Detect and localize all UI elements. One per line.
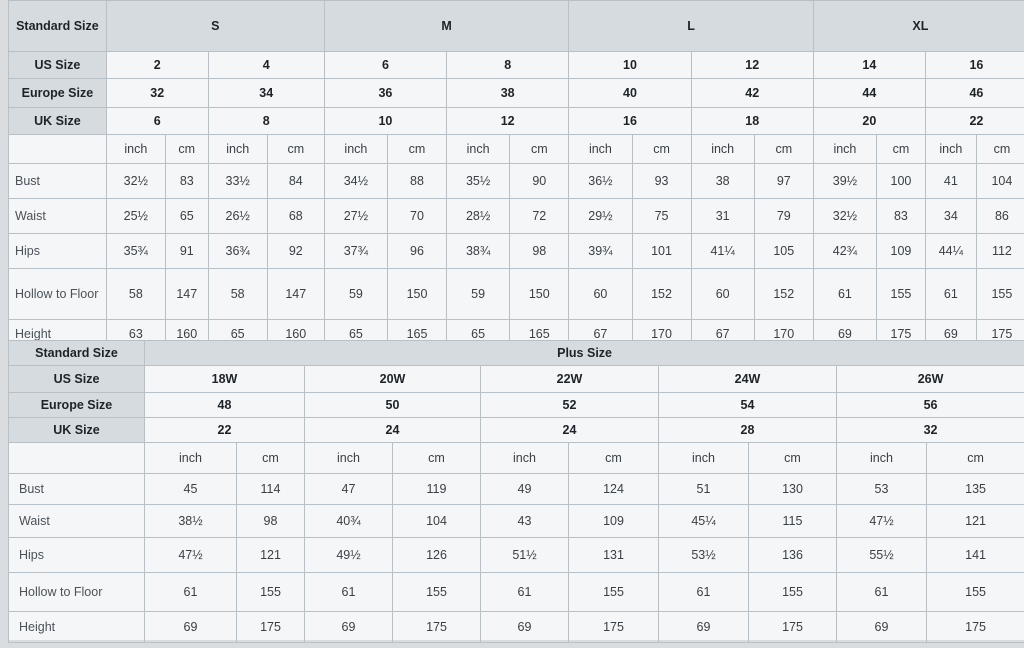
unit-inch: inch bbox=[813, 135, 876, 164]
us-size-cell: 10 bbox=[569, 52, 691, 79]
standard-size-header: Standard Size bbox=[9, 1, 107, 52]
table-cell: 155 bbox=[237, 573, 305, 612]
table-cell: 130 bbox=[749, 474, 837, 505]
table-cell: 86 bbox=[976, 199, 1024, 234]
table-cell: 93 bbox=[632, 164, 691, 199]
unit-cm: cm bbox=[267, 135, 324, 164]
table-cell: 150 bbox=[510, 269, 569, 320]
table-cell: 53 bbox=[837, 474, 927, 505]
table-cell: 38 bbox=[691, 164, 754, 199]
table-cell: 42¾ bbox=[813, 234, 876, 269]
plus-us-size-cell: 24W bbox=[659, 366, 837, 393]
table-cell: 175 bbox=[569, 612, 659, 643]
table-cell: 136 bbox=[749, 538, 837, 573]
table-cell: 68 bbox=[267, 199, 324, 234]
table-cell: 141 bbox=[927, 538, 1024, 573]
table-cell: 105 bbox=[754, 234, 813, 269]
table-cell: 43 bbox=[481, 505, 569, 538]
plus-uk-size-label: UK Size bbox=[9, 418, 145, 443]
us-size-label: US Size bbox=[9, 52, 107, 79]
table-row bbox=[9, 199, 1024, 234]
row-label-hollow-to-floor: Hollow to Floor bbox=[9, 269, 107, 320]
row-label-hips: Hips bbox=[9, 234, 107, 269]
table-cell: 69 bbox=[659, 612, 749, 643]
plus-unit-row bbox=[9, 443, 1024, 474]
table-cell: 114 bbox=[237, 474, 305, 505]
table-cell: 131 bbox=[569, 538, 659, 573]
table-cell: 160 bbox=[267, 320, 324, 349]
unit-inch: inch bbox=[691, 135, 754, 164]
table-row bbox=[9, 234, 1024, 269]
group-m: M bbox=[324, 1, 569, 52]
unit-cm: cm bbox=[510, 135, 569, 164]
table-cell: 124 bbox=[569, 474, 659, 505]
table-cell: 155 bbox=[976, 269, 1024, 320]
plus-us-size-cell: 26W bbox=[837, 366, 1024, 393]
table-cell: 79 bbox=[754, 199, 813, 234]
table-row bbox=[9, 505, 1024, 538]
table-cell: 170 bbox=[632, 320, 691, 349]
unit-inch: inch bbox=[324, 135, 387, 164]
uk-size-cell: 10 bbox=[324, 108, 446, 135]
plus-uk-size-cell: 24 bbox=[305, 418, 481, 443]
table-cell: 26½ bbox=[208, 199, 267, 234]
table-cell: 49½ bbox=[305, 538, 393, 573]
table-cell: 49 bbox=[481, 474, 569, 505]
unit-cm: cm bbox=[569, 443, 659, 474]
table-cell: 126 bbox=[393, 538, 481, 573]
table-cell: 91 bbox=[165, 234, 208, 269]
table-cell: 104 bbox=[976, 164, 1024, 199]
uk-size-cell: 22 bbox=[925, 108, 1024, 135]
table-cell: 147 bbox=[267, 269, 324, 320]
row-label-bust: Bust bbox=[9, 164, 107, 199]
europe-size-cell: 42 bbox=[691, 79, 813, 108]
table-cell: 61 bbox=[481, 573, 569, 612]
table-cell: 55½ bbox=[837, 538, 927, 573]
table-cell: 36¾ bbox=[208, 234, 267, 269]
europe-size-row bbox=[9, 79, 1024, 108]
row-label-waist: Waist bbox=[9, 199, 107, 234]
table-cell: 61 bbox=[925, 269, 976, 320]
table-cell: 61 bbox=[305, 573, 393, 612]
table-cell: 47½ bbox=[145, 538, 237, 573]
table-cell: 155 bbox=[749, 573, 837, 612]
table-cell: 69 bbox=[837, 612, 927, 643]
table-cell: 175 bbox=[237, 612, 305, 643]
europe-size-cell: 36 bbox=[324, 79, 446, 108]
plus-unit-row-blank bbox=[9, 443, 145, 474]
table-cell: 41¼ bbox=[691, 234, 754, 269]
plus-uk-size-cell: 22 bbox=[145, 418, 305, 443]
uk-size-cell: 12 bbox=[447, 108, 569, 135]
table-cell: 152 bbox=[754, 269, 813, 320]
table-cell: 150 bbox=[387, 269, 446, 320]
plus-europe-size-label: Europe Size bbox=[9, 393, 145, 418]
table-cell: 45¼ bbox=[659, 505, 749, 538]
table-cell: 96 bbox=[387, 234, 446, 269]
uk-size-cell: 6 bbox=[106, 108, 208, 135]
table-cell: 175 bbox=[976, 320, 1024, 349]
unit-cm: cm bbox=[927, 443, 1024, 474]
table-cell: 32½ bbox=[106, 164, 165, 199]
unit-cm: cm bbox=[877, 135, 926, 164]
unit-cm: cm bbox=[393, 443, 481, 474]
europe-size-cell: 46 bbox=[925, 79, 1024, 108]
table-cell: 69 bbox=[145, 612, 237, 643]
table-cell: 47 bbox=[305, 474, 393, 505]
table-cell: 67 bbox=[691, 320, 754, 349]
unit-inch: inch bbox=[145, 443, 237, 474]
table-cell: 109 bbox=[877, 234, 926, 269]
uk-size-cell: 16 bbox=[569, 108, 691, 135]
standard-size-table bbox=[8, 0, 1024, 349]
table-cell: 175 bbox=[749, 612, 837, 643]
table-cell: 104 bbox=[393, 505, 481, 538]
table-cell: 35¾ bbox=[106, 234, 165, 269]
unit-row-blank bbox=[9, 135, 107, 164]
table-cell: 59 bbox=[324, 269, 387, 320]
table-cell: 155 bbox=[927, 573, 1024, 612]
group-l: L bbox=[569, 1, 814, 52]
table-cell: 34½ bbox=[324, 164, 387, 199]
uk-size-label: UK Size bbox=[9, 108, 107, 135]
table-cell: 175 bbox=[393, 612, 481, 643]
table-cell: 61 bbox=[837, 573, 927, 612]
table-cell: 92 bbox=[267, 234, 324, 269]
table-cell: 32½ bbox=[813, 199, 876, 234]
plus-europe-size-row bbox=[9, 393, 1024, 418]
table-cell: 51½ bbox=[481, 538, 569, 573]
europe-size-cell: 40 bbox=[569, 79, 691, 108]
unit-cm: cm bbox=[237, 443, 305, 474]
table-cell: 29½ bbox=[569, 199, 632, 234]
unit-inch: inch bbox=[837, 443, 927, 474]
europe-size-label: Europe Size bbox=[9, 79, 107, 108]
table-cell: 112 bbox=[976, 234, 1024, 269]
uk-size-cell: 8 bbox=[208, 108, 324, 135]
plus-us-size-label: US Size bbox=[9, 366, 145, 393]
plus-standard-size-header: Standard Size bbox=[9, 341, 145, 366]
table-cell: 58 bbox=[106, 269, 165, 320]
uk-size-row bbox=[9, 108, 1024, 135]
unit-cm: cm bbox=[632, 135, 691, 164]
table-cell: 88 bbox=[387, 164, 446, 199]
plus-size-table bbox=[8, 340, 1024, 643]
europe-size-cell: 44 bbox=[813, 79, 925, 108]
us-size-cell: 4 bbox=[208, 52, 324, 79]
table-cell: 98 bbox=[237, 505, 305, 538]
table-cell: 109 bbox=[569, 505, 659, 538]
table-cell: 83 bbox=[877, 199, 926, 234]
unit-row bbox=[9, 135, 1024, 164]
us-size-cell: 2 bbox=[106, 52, 208, 79]
unit-inch: inch bbox=[659, 443, 749, 474]
table-cell: 155 bbox=[877, 269, 926, 320]
table-cell: 36½ bbox=[569, 164, 632, 199]
unit-cm: cm bbox=[749, 443, 837, 474]
plus-row-label-hips: Hips bbox=[9, 538, 145, 573]
plus-europe-size-cell: 56 bbox=[837, 393, 1024, 418]
table-cell: 45 bbox=[145, 474, 237, 505]
table-cell: 170 bbox=[754, 320, 813, 349]
group-xl: XL bbox=[813, 1, 1024, 52]
table-cell: 119 bbox=[393, 474, 481, 505]
us-size-row bbox=[9, 52, 1024, 79]
unit-inch: inch bbox=[569, 135, 632, 164]
table-cell: 65 bbox=[165, 199, 208, 234]
unit-inch: inch bbox=[305, 443, 393, 474]
table-cell: 40¾ bbox=[305, 505, 393, 538]
plus-europe-size-cell: 54 bbox=[659, 393, 837, 418]
table-cell: 61 bbox=[659, 573, 749, 612]
table-cell: 58 bbox=[208, 269, 267, 320]
plus-uk-size-cell: 28 bbox=[659, 418, 837, 443]
group-s: S bbox=[106, 1, 324, 52]
table-cell: 53½ bbox=[659, 538, 749, 573]
europe-size-cell: 34 bbox=[208, 79, 324, 108]
table-cell: 28½ bbox=[447, 199, 510, 234]
unit-inch: inch bbox=[447, 135, 510, 164]
table-cell: 83 bbox=[165, 164, 208, 199]
plus-uk-size-row bbox=[9, 418, 1024, 443]
table-cell: 155 bbox=[393, 573, 481, 612]
table-cell: 44¼ bbox=[925, 234, 976, 269]
table-cell: 165 bbox=[387, 320, 446, 349]
table-cell: 152 bbox=[632, 269, 691, 320]
table-cell: 38¾ bbox=[447, 234, 510, 269]
table-cell: 65 bbox=[447, 320, 510, 349]
table-cell: 67 bbox=[569, 320, 632, 349]
uk-size-cell: 20 bbox=[813, 108, 925, 135]
table-cell: 51 bbox=[659, 474, 749, 505]
europe-size-cell: 32 bbox=[106, 79, 208, 108]
table-cell: 155 bbox=[569, 573, 659, 612]
table-cell: 100 bbox=[877, 164, 926, 199]
plus-us-size-cell: 20W bbox=[305, 366, 481, 393]
table-cell: 101 bbox=[632, 234, 691, 269]
table-cell: 38½ bbox=[145, 505, 237, 538]
unit-inch: inch bbox=[925, 135, 976, 164]
table-row bbox=[9, 612, 1024, 643]
row-label-height: Height bbox=[9, 320, 107, 349]
table-cell: 72 bbox=[510, 199, 569, 234]
plus-uk-size-cell: 32 bbox=[837, 418, 1024, 443]
table-cell: 98 bbox=[510, 234, 569, 269]
plus-us-size-cell: 22W bbox=[481, 366, 659, 393]
europe-size-cell: 38 bbox=[447, 79, 569, 108]
unit-cm: cm bbox=[165, 135, 208, 164]
unit-inch: inch bbox=[481, 443, 569, 474]
us-size-cell: 16 bbox=[925, 52, 1024, 79]
table-cell: 65 bbox=[208, 320, 267, 349]
table-cell: 175 bbox=[877, 320, 926, 349]
us-size-cell: 8 bbox=[447, 52, 569, 79]
plus-europe-size-cell: 52 bbox=[481, 393, 659, 418]
table-cell: 37¾ bbox=[324, 234, 387, 269]
table-cell: 61 bbox=[813, 269, 876, 320]
unit-inch: inch bbox=[208, 135, 267, 164]
table-cell: 160 bbox=[165, 320, 208, 349]
table-cell: 39½ bbox=[813, 164, 876, 199]
unit-inch: inch bbox=[106, 135, 165, 164]
table-row bbox=[9, 269, 1024, 320]
plus-row-label-waist: Waist bbox=[9, 505, 145, 538]
us-size-cell: 12 bbox=[691, 52, 813, 79]
table-cell: 47½ bbox=[837, 505, 927, 538]
table-cell: 121 bbox=[237, 538, 305, 573]
table-cell: 60 bbox=[691, 269, 754, 320]
table-cell: 25½ bbox=[106, 199, 165, 234]
unit-cm: cm bbox=[976, 135, 1024, 164]
plus-row-label-hollow-to-floor: Hollow to Floor bbox=[9, 573, 145, 612]
table-cell: 61 bbox=[145, 573, 237, 612]
plus-europe-size-cell: 48 bbox=[145, 393, 305, 418]
table-cell: 121 bbox=[927, 505, 1024, 538]
table-cell: 84 bbox=[267, 164, 324, 199]
table-cell: 97 bbox=[754, 164, 813, 199]
table-cell: 135 bbox=[927, 474, 1024, 505]
plus-size-title: Plus Size bbox=[145, 341, 1024, 366]
table-cell: 27½ bbox=[324, 199, 387, 234]
table-cell: 175 bbox=[927, 612, 1024, 643]
unit-cm: cm bbox=[754, 135, 813, 164]
table-row bbox=[9, 164, 1024, 199]
table-cell: 41 bbox=[925, 164, 976, 199]
table-row bbox=[9, 573, 1024, 612]
table-cell: 69 bbox=[305, 612, 393, 643]
table-cell: 75 bbox=[632, 199, 691, 234]
unit-cm: cm bbox=[387, 135, 446, 164]
table-cell: 34 bbox=[925, 199, 976, 234]
table-cell: 33½ bbox=[208, 164, 267, 199]
table-cell: 115 bbox=[749, 505, 837, 538]
plus-europe-size-cell: 50 bbox=[305, 393, 481, 418]
table-cell: 59 bbox=[447, 269, 510, 320]
table-cell: 90 bbox=[510, 164, 569, 199]
table-cell: 69 bbox=[481, 612, 569, 643]
table-cell: 70 bbox=[387, 199, 446, 234]
plus-uk-size-cell: 24 bbox=[481, 418, 659, 443]
uk-size-cell: 18 bbox=[691, 108, 813, 135]
us-size-cell: 14 bbox=[813, 52, 925, 79]
table-cell: 39¾ bbox=[569, 234, 632, 269]
table-cell: 165 bbox=[510, 320, 569, 349]
table-cell: 63 bbox=[106, 320, 165, 349]
table-row bbox=[9, 538, 1024, 573]
plus-row-label-height: Height bbox=[9, 612, 145, 643]
table-cell: 147 bbox=[165, 269, 208, 320]
us-size-cell: 6 bbox=[324, 52, 446, 79]
table-row bbox=[9, 474, 1024, 505]
plus-us-size-cell: 18W bbox=[145, 366, 305, 393]
table-cell: 60 bbox=[569, 269, 632, 320]
table-cell: 69 bbox=[925, 320, 976, 349]
table-cell: 69 bbox=[813, 320, 876, 349]
plus-row-label-bust: Bust bbox=[9, 474, 145, 505]
plus-us-size-row bbox=[9, 366, 1024, 393]
table-cell: 35½ bbox=[447, 164, 510, 199]
table-cell: 65 bbox=[324, 320, 387, 349]
table-cell: 31 bbox=[691, 199, 754, 234]
